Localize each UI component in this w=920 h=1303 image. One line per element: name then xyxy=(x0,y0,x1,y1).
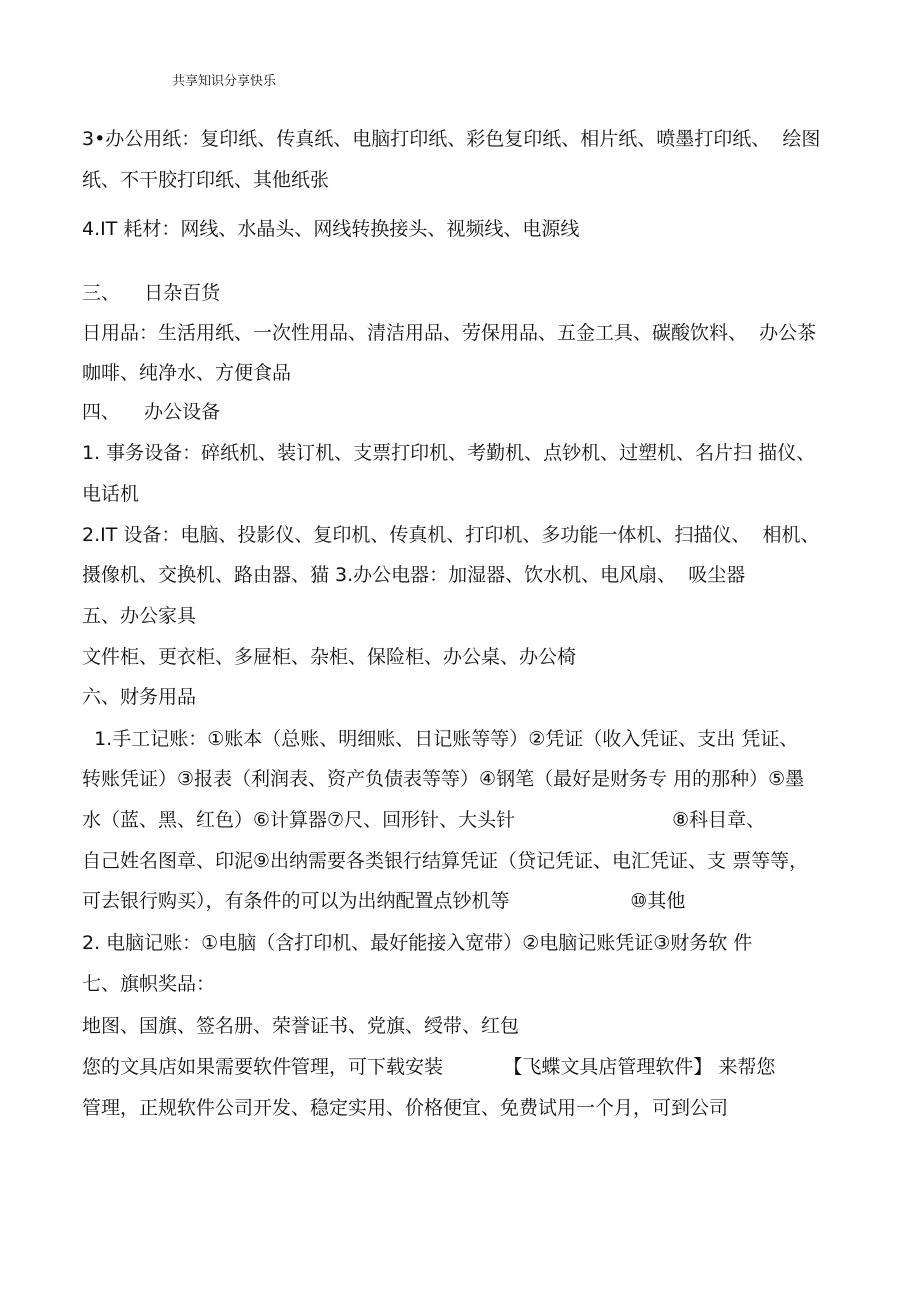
text-line: 1.手工记账：①账本（总账、明细账、日记账等等）②凭证（收入凭证、支出 凭证、 xyxy=(82,728,799,750)
text-line: 摄像机、交换机、路由器、猫 3.办公电器：加湿器、饮水机、电风扇、 吸尘器 xyxy=(82,564,746,586)
text-line: 管理，正规软件公司开发、稳定实用、价格便宜、免费试用一个月，可到公司 xyxy=(82,1097,729,1119)
section-heading: 六、财务用品 xyxy=(82,686,197,708)
text-line: 4.IT 耗材：网线、水晶头、网线转换接头、视频线、电源线 xyxy=(82,218,580,240)
text-line: 2. 电脑记账：①电脑（含打印机、最好能接入宽带）②电脑记账凭证③财务软 件 xyxy=(82,932,753,954)
text-line: 3•办公用纸：复印纸、传真纸、电脑打印纸、彩色复印纸、相片纸、喷墨打印纸、 绘图 xyxy=(82,128,821,150)
text-line: 2.IT 设备：电脑、投影仪、复印机、传真机、打印机、多功能一体机、扫描仪、 相机、 xyxy=(82,524,820,546)
text-line: 文件柜、更衣柜、多屉柜、杂柜、保险柜、办公桌、办公椅 xyxy=(82,646,577,668)
page-header: 共享知识分享快乐 xyxy=(172,74,277,89)
text-line: 您的文具店如果需要软件管理，可下载安装 【飞蝶文具店管理软件】 来帮您 xyxy=(82,1056,776,1078)
text-line: 咖啡、纯净水、方便食品 xyxy=(82,362,292,384)
text-line: 转账凭证）③报表（利润表、资产负债表等等）④钢笔（最好是财务专 用的那种）⑤墨 xyxy=(82,768,805,790)
section-heading: 三、 日杂百货 xyxy=(82,282,221,304)
text-line: 纸、不干胶打印纸、其他纸张 xyxy=(82,169,330,191)
text-line: 可去银行购买），有条件的可以为出纳配置点钞机等 ⑩其他 xyxy=(82,890,686,912)
text-line: 地图、国旗、签名册、荣誉证书、党旗、绶带、红包 xyxy=(82,1015,520,1037)
section-heading: 五、办公家具 xyxy=(82,605,197,627)
text-line: 自己姓名图章、印泥⑨出纳需要各类银行结算凭证（贷记凭证、电汇凭证、支 票等等， xyxy=(82,850,809,872)
section-heading: 七、旗帜奖品： xyxy=(82,973,216,995)
text-line: 日用品：生活用纸、一次性用品、清洁用品、劳保用品、五金工具、碳酸饮料、 办公茶 xyxy=(82,322,817,344)
text-line: 1. 事务设备：碎纸机、装订机、支票打印机、考勤机、点钞机、过塑机、名片扫 描仪、 xyxy=(82,442,816,464)
text-line: 电话机 xyxy=(82,483,140,505)
section-heading: 四、 办公设备 xyxy=(82,401,221,423)
text-line: 水（蓝、黑、红色）⑥计算器⑦尺、回形针、大头针 ⑧科目章、 xyxy=(82,809,766,831)
